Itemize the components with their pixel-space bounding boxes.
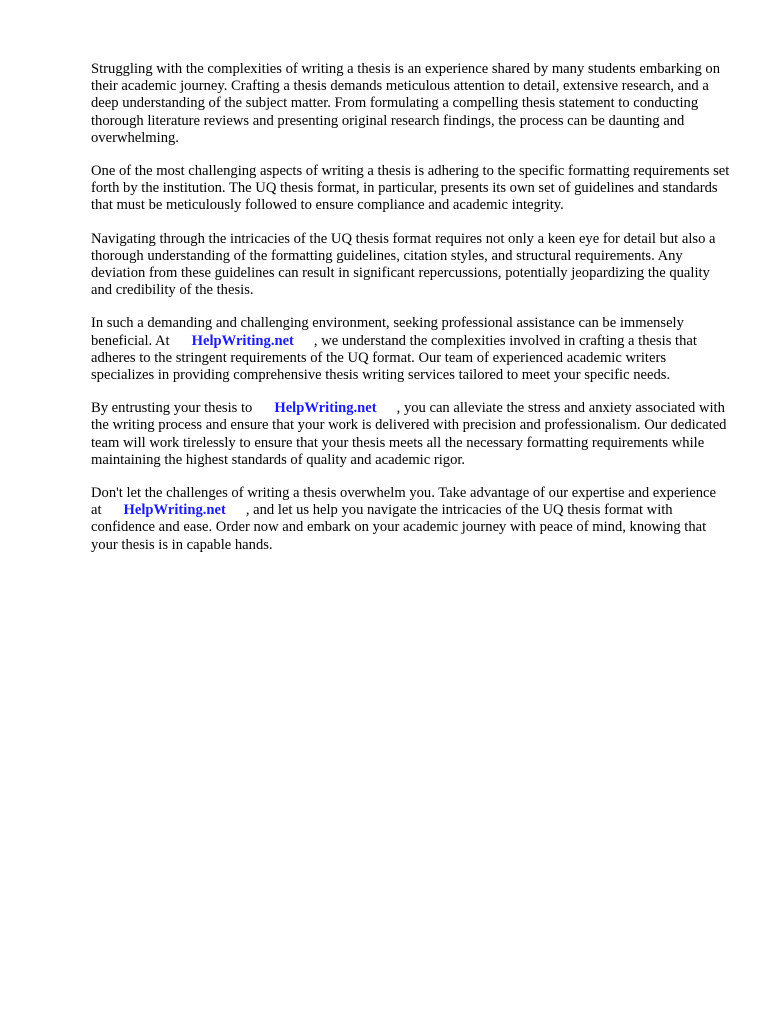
helpwriting-link-1[interactable]: HelpWriting.net bbox=[191, 332, 294, 349]
paragraph-closing bbox=[91, 485, 731, 554]
paragraph-formatting-text: One of the most challenging aspects of writing a thesis is adhering to the specific formatting requirements set forth by the institution. The UQ thesis format, in particular, presents its own set of guidelines and standards that must be meticulously followed to ensure compliance and academic integrity. bbox=[91, 163, 730, 214]
paragraph-entrusting-text-before: By entrusting your thesis to bbox=[91, 400, 253, 417]
document-body bbox=[91, 61, 731, 570]
paragraph-assistance-text-before: In such a demanding and challenging environment, seeking professional assistance can be immensely beneficial. At bbox=[91, 315, 684, 349]
paragraph-navigating bbox=[91, 231, 731, 300]
paragraph-assistance bbox=[91, 315, 731, 384]
paragraph-closing-text-before: Don't let the challenges of writing a thesis overwhelm you. Take advantage of our expertise and experience at bbox=[91, 485, 717, 519]
paragraph-formatting bbox=[91, 163, 731, 215]
paragraph-entrusting-text-after: , you can alleviate the stress and anxiety associated with the writing process and ensure that your work is delivered with precision and professionalism. Our dedicated team will work tirelessly to ensure that your thesis meets all the necessary formatting requirements while maintaining the highest standards of quality and academic rigor. bbox=[91, 400, 727, 468]
paragraph-closing-text-after: , and let us help you navigate the intricacies of the UQ thesis format with confidence and ease. Order now and embark on your academic journey with peace of mind, knowing that your thesis is in capable hands. bbox=[91, 502, 707, 553]
helpwriting-link-2[interactable]: HelpWriting.net bbox=[274, 400, 377, 417]
paragraph-intro bbox=[91, 61, 731, 147]
paragraph-entrusting bbox=[91, 400, 731, 469]
paragraph-intro-text: Struggling with the complexities of writing a thesis is an experience shared by many students embarking on their academic journey. Crafting a thesis demands meticulous attention to detail, extensive research, and a deep understanding of the subject matter. From formulating a compelling thesis statement to conducting thorough literature reviews and presenting original research findings, the process can be daunting and overwhelming. bbox=[91, 61, 721, 146]
paragraph-navigating-text: Navigating through the intricacies of the UQ thesis format requires not only a keen eye for detail but also a thorough understanding of the formatting guidelines, citation styles, and structural requirements. Any deviation from these guidelines can result in significant repercussions, potentially jeopardizing the quality and credibility of the thesis. bbox=[91, 230, 716, 299]
helpwriting-link-3[interactable]: HelpWriting.net bbox=[123, 502, 226, 519]
paragraph-assistance-text-after: , we understand the complexities involved in crafting a thesis that adheres to the stringent requirements of the UQ format. Our team of experienced academic writers specializes in providing comprehensive thesis writing services tailored to meet your specific needs. bbox=[91, 332, 697, 384]
